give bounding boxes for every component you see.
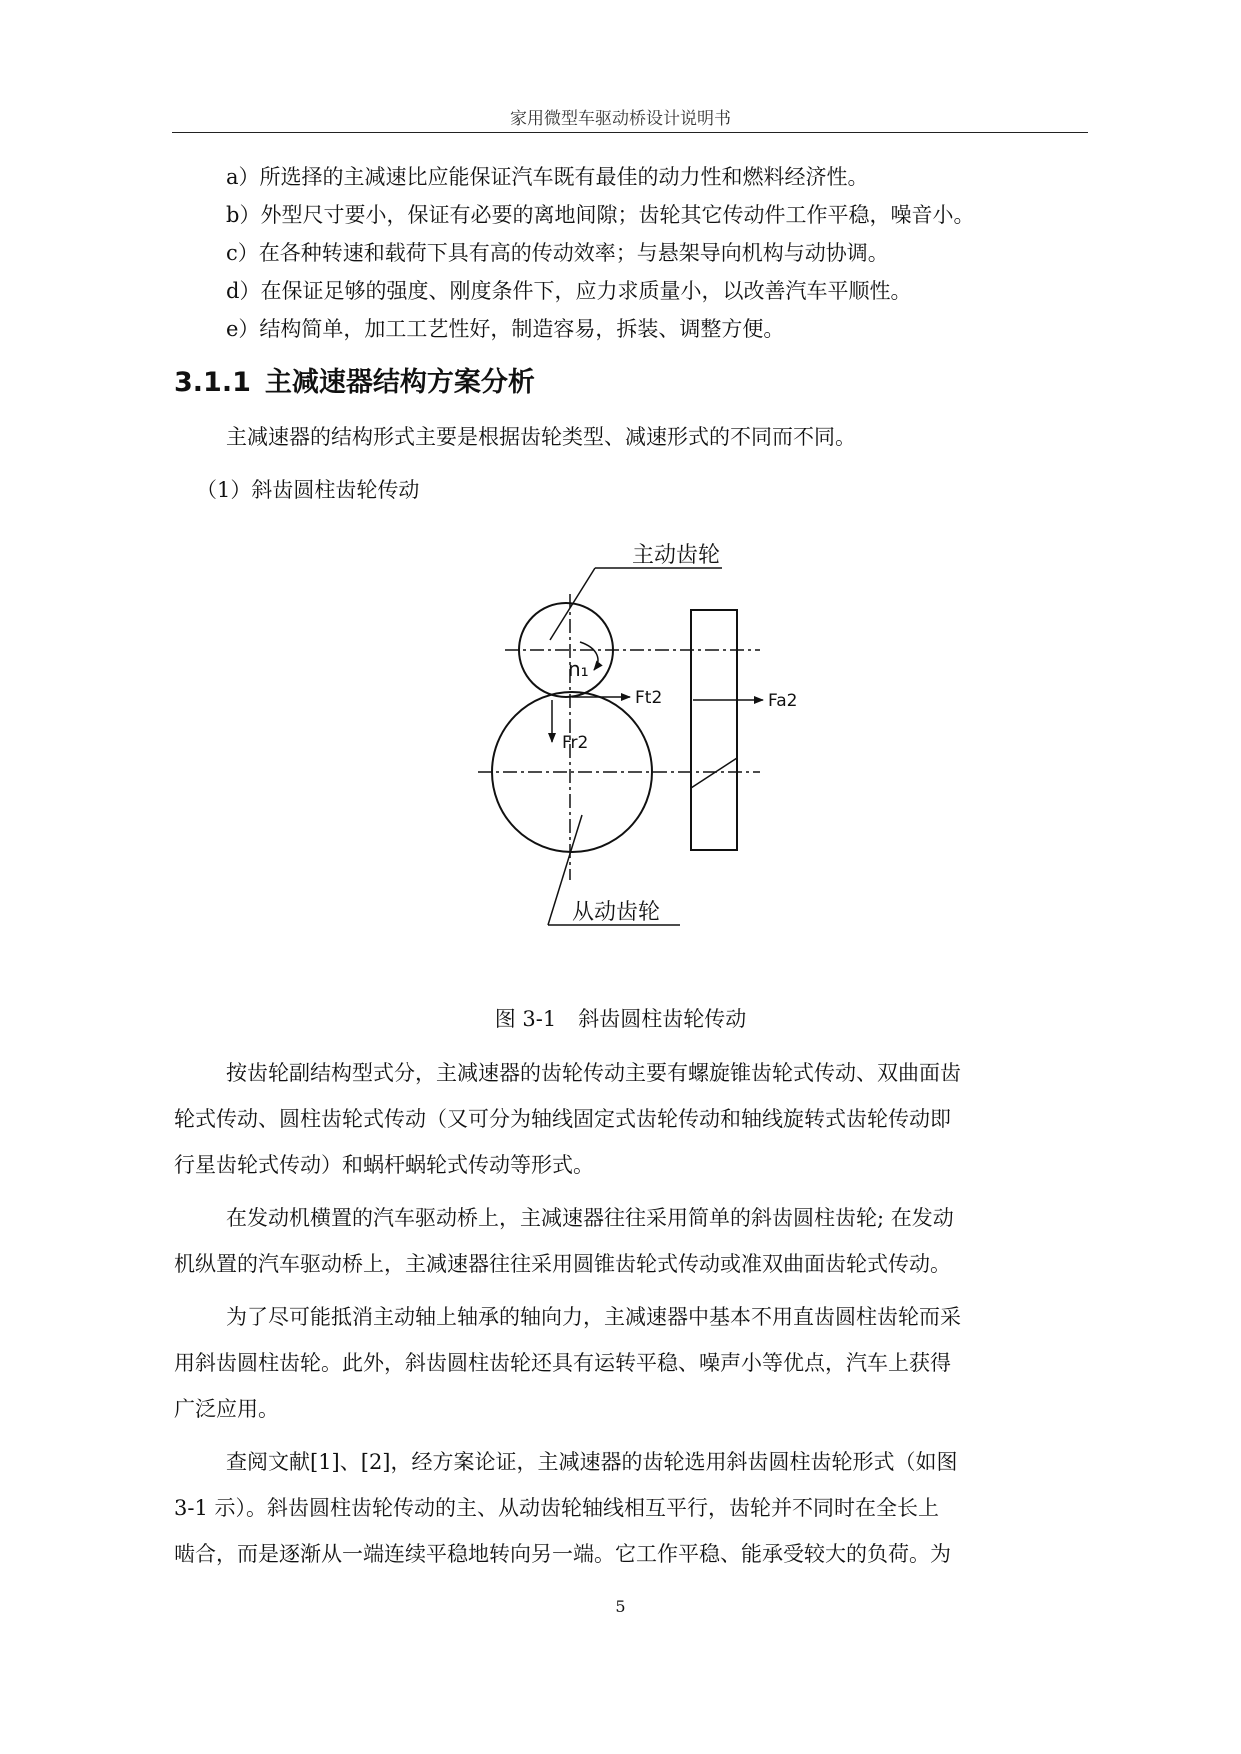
fa2-label: Fa2 [768, 691, 798, 711]
gear-side-view [691, 610, 737, 850]
speed-label: n₁ [568, 657, 589, 681]
body-line-5: 机纵置的汽车驱动桥上，主减速器往往采用圆锥齿轮式传动或准双曲面齿轮式传动。 [174, 1252, 951, 1276]
figure-number: 图 3-1 [494, 1007, 557, 1031]
page-number: 5 [615, 1597, 626, 1616]
section-title: 主减速器结构方案分析 [264, 367, 535, 398]
requirement-b: b）外型尺寸要小，保证有必要的离地间隙；齿轮其它传动件工作平稳，噪音小。 [226, 203, 975, 227]
intro-paragraph: 主减速器的结构形式主要是根据齿轮类型、减速形式的不同而不同。 [226, 425, 856, 449]
ft2-label: Ft2 [635, 688, 663, 708]
requirement-a: a）所选择的主减速比应能保证汽车既有最佳的动力性和燃料经济性。 [226, 165, 869, 189]
body-line-11: 啮合，而是逐渐从一端连续平稳地转向另一端。它工作平稳、能承受较大的负荷。为 [174, 1542, 951, 1566]
section-number: 3.1.1 [174, 367, 251, 398]
page-header-title: 家用微型车驱动桥设计说明书 [510, 109, 731, 129]
drive-gear-label: 主动齿轮 [632, 543, 721, 568]
body-line-4: 在发动机横置的汽车驱动桥上，主减速器往往采用简单的斜齿圆柱齿轮; 在发动 [226, 1206, 954, 1230]
body-line-8: 广泛应用。 [174, 1397, 279, 1421]
body-line-10: 3-1 示）。斜齿圆柱齿轮传动的主、从动齿轮轴线相互平行，齿轮并不同时在全长上 [174, 1496, 939, 1520]
requirement-e: e）结构简单，加工工艺性好，制造容易，拆装、调整方便。 [226, 317, 785, 341]
body-line-7: 用斜齿圆柱齿轮。此外，斜齿圆柱齿轮还具有运转平稳、噪声小等优点，汽车上获得 [174, 1351, 951, 1375]
driven-gear-label: 从动齿轮 [572, 900, 661, 925]
requirement-d: d）在保证足够的强度、刚度条件下，应力求质量小，以改善汽车平顺性。 [226, 279, 912, 303]
fr2-label: Fr2 [562, 733, 589, 753]
body-line-3: 行星齿轮式传动）和蜗杆蜗轮式传动等形式。 [174, 1153, 594, 1177]
body-line-9: 查阅文献[1]、[2]，经方案论证，主减速器的齿轮选用斜齿圆柱齿轮形式（如图 [226, 1450, 958, 1474]
body-line-1: 按齿轮副结构型式分，主减速器的齿轮传动主要有螺旋锥齿轮式传动、双曲面齿 [226, 1061, 961, 1085]
body-line-2: 轮式传动、圆柱齿轮式传动（又可分为轴线固定式齿轮传动和轴线旋转式齿轮传动即 [174, 1107, 951, 1131]
body-line-6: 为了尽可能抵消主动轴上轴承的轴向力，主减速器中基本不用直齿圆柱齿轮而采 [226, 1305, 961, 1329]
figure-title: 斜齿圆柱齿轮传动 [578, 1007, 747, 1031]
helix-angle-line [691, 758, 737, 788]
requirement-c: c）在各种转速和载荷下具有高的传动效率；与悬架导向机构与动协调。 [226, 241, 889, 265]
figure-caption [0, 1003, 1241, 1033]
item-1-label: （1）斜齿圆柱齿轮传动 [196, 478, 420, 502]
